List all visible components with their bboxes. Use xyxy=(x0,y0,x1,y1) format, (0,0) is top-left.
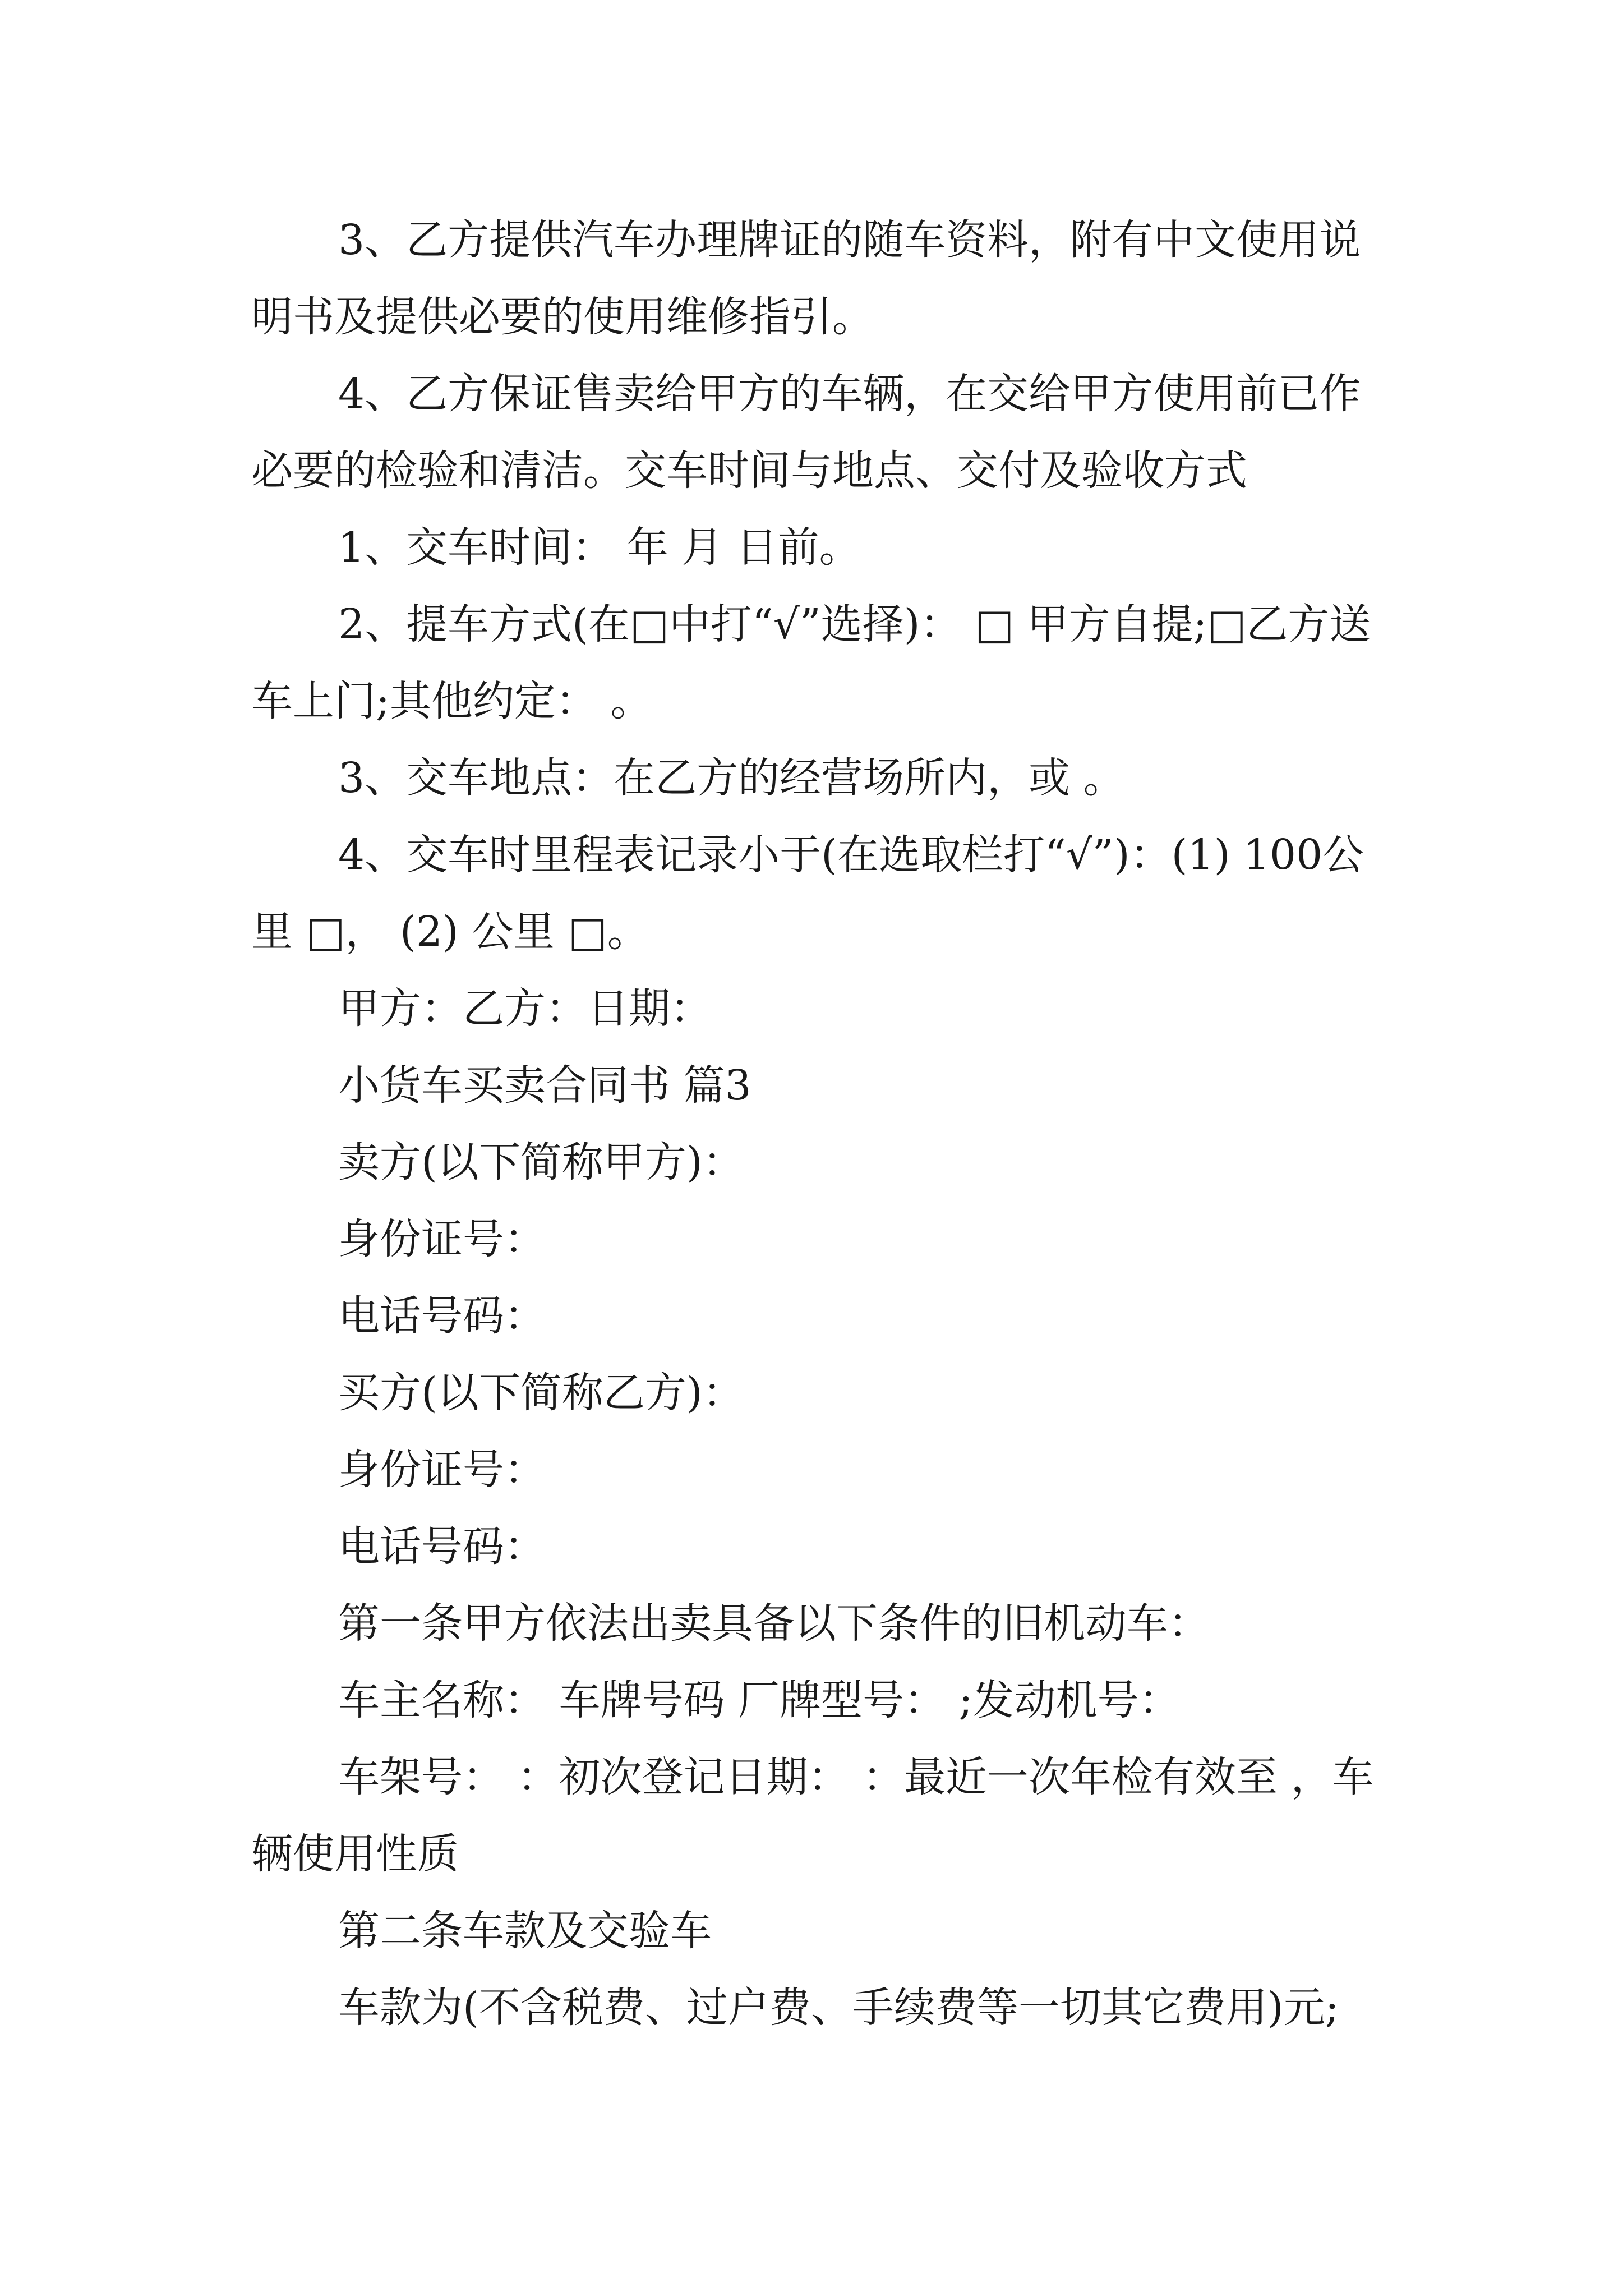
buyer-line: 买方(以下简称乙方)： xyxy=(338,1369,744,1417)
seller-id-line: 身份证号： xyxy=(338,1215,546,1263)
paragraph-clause-4-inspection: 4、乙方保证售卖给甲方的车辆，在交给甲方使用前已作必要的检验和清洁。交车时间与地点、交付及验收方式 xyxy=(251,370,1361,495)
paragraph-delivery-location: 3、交车地点：在乙方的经营场所内，或 。 xyxy=(338,754,1125,802)
paragraph-signatures: 甲方：乙方：日期： xyxy=(338,984,712,1033)
document-body xyxy=(251,202,1378,2046)
seller-line: 卖方(以下简称甲方)： xyxy=(338,1138,744,1186)
buyer-phone-line: 电话号码： xyxy=(338,1522,546,1571)
article-1-heading: 第一条甲方依法出卖具备以下条件的旧机动车： xyxy=(338,1599,1210,1648)
paragraph-clause-3-documents: 3、乙方提供汽车办理牌证的随车资料，附有中文使用说明书及提供必要的使用维修指引。 xyxy=(251,216,1361,341)
vehicle-owner-line: 车主名称： 车牌号码 厂牌型号： ;发动机号： xyxy=(338,1676,1181,1724)
buyer-id-line: 身份证号： xyxy=(338,1446,546,1494)
price-line: 车款为(不含税费、过户费、手续费等一切其它费用)元; xyxy=(338,1984,1339,2032)
paragraph-delivery-time: 1、交车时间： 年 月 日前。 xyxy=(338,523,861,572)
section-heading: 小货车买卖合同书 篇3 xyxy=(338,1061,751,1110)
vehicle-frame-line: 车架号： ：初次登记日期： ：最近一次年检有效至 ，车辆使用性质 xyxy=(251,1753,1374,1878)
article-2-heading: 第二条车款及交验车 xyxy=(338,1907,712,1955)
paragraph-odometer: 4、交车时里程表记录小于(在选取栏打“√”)：(1) 100公里 □， (2) 公里 □。 xyxy=(251,831,1364,956)
paragraph-pickup-method: 2、提车方式(在□中打“√”选择)： □ 甲方自提;□乙方送车上门;其他约定： 。 xyxy=(251,600,1371,725)
seller-phone-line: 电话号码： xyxy=(338,1292,546,1340)
